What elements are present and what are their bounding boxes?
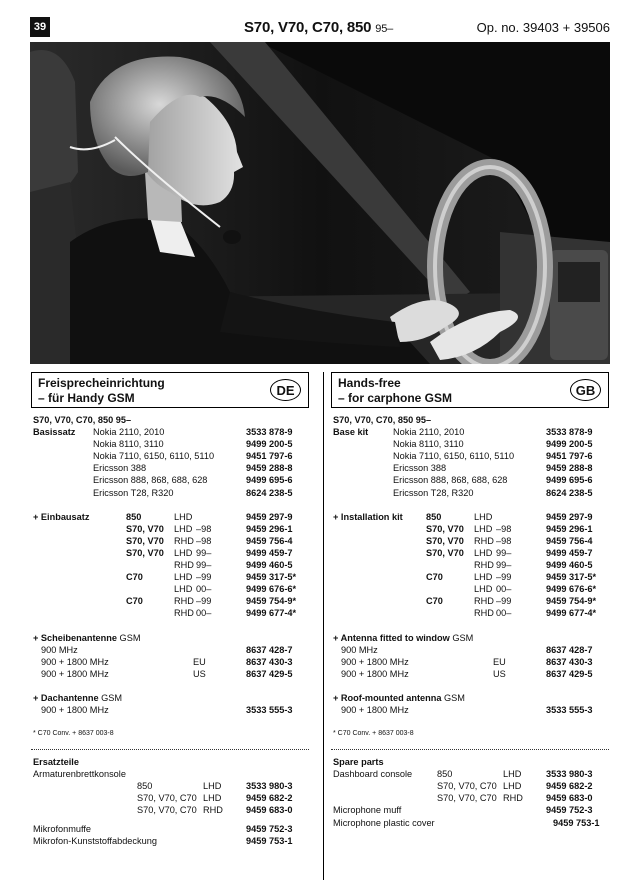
base-kit-row: Ericsson T28, R320 8624 238-5	[393, 487, 593, 498]
mic-muff-row: Microphone muff 9459 752-3	[333, 805, 593, 816]
install-kit-row: LHD 00– 9499 676-6*	[174, 584, 297, 595]
install-kit-row: + Installation kit 850 LHD 9459 297-9	[333, 511, 593, 522]
model-list: S70, V70, C70, 850	[244, 19, 372, 36]
roof-antenna-row: 900 + 1800 MHz 3533 555-3	[341, 704, 593, 715]
base-kit-row: Nokia 8110, 3110 9499 200-5	[93, 439, 293, 450]
model-heading	[244, 19, 393, 36]
language-badge: DE	[270, 379, 301, 401]
install-kit-row: S70, V70 LHD 99– 9499 459-7	[426, 547, 593, 558]
footnote: * C70 Conv. + 8637 003-8	[333, 730, 414, 738]
model-range: S70, V70, C70, 850 95–	[333, 415, 432, 425]
install-kit-row: + Einbausatz 850 LHD 9459 297-9	[33, 511, 293, 522]
language-badge: GB	[570, 379, 601, 401]
install-kit-row: C70 RHD –99 9459 754-9*	[126, 596, 297, 607]
install-kit-row: S70, V70 LHD –98 9459 296-1	[126, 523, 293, 534]
base-kit-row: Ericsson 888, 868, 688, 628 9499 695-6	[393, 475, 593, 486]
install-kit-row: C70 LHD –99 9459 317-5*	[126, 572, 297, 583]
base-kit-label: Base kit	[333, 427, 369, 438]
base-kit-label: Basissatz	[33, 427, 76, 438]
divider	[31, 749, 309, 750]
title-line1: Hands-free	[338, 376, 401, 390]
title-box-de	[31, 372, 309, 408]
window-antenna-row: 900 + 1800 MHz EU 8637 430-3	[341, 656, 593, 667]
window-antenna-row: 900 + 1800 MHz US 8637 429-5	[41, 668, 293, 679]
install-kit-row: S70, V70 RHD –98 9459 756-4	[426, 535, 593, 546]
title-line2: – for carphone GSM	[338, 391, 453, 405]
mic-cover-row: Microphone plastic cover 9459 753-1	[333, 817, 600, 828]
roof-antenna-row: 900 + 1800 MHz 3533 555-3	[41, 704, 293, 715]
title-line2: – für Handy GSM	[38, 391, 135, 405]
base-kit-row: Ericsson 888, 868, 688, 628 9499 695-6	[93, 475, 293, 486]
install-kit-row: S70, V70 LHD –98 9459 296-1	[426, 523, 593, 534]
spare-parts-heading: Spare parts	[333, 757, 384, 768]
base-kit-row: Base kit Nokia 2110, 2010 3533 878-9	[333, 427, 593, 438]
page-number: 39	[30, 17, 50, 37]
install-kit-row: RHD 00– 9499 677-4*	[474, 608, 597, 619]
window-antenna-heading: + Scheibenantenne GSM	[33, 632, 141, 643]
dash-console-label: Armaturenbrettkonsole	[33, 769, 126, 780]
install-kit-row: RHD 99– 9499 460-5	[474, 560, 593, 571]
install-kit-label: + Einbausatz	[33, 511, 90, 522]
install-kit-row: S70, V70 LHD 99– 9499 459-7	[126, 547, 293, 558]
install-kit-row: LHD 00– 9499 676-6*	[474, 584, 597, 595]
footnote: * C70 Conv. + 8637 003-8	[33, 730, 114, 738]
window-antenna-heading: + Antenna fitted to window GSM	[333, 632, 474, 643]
install-kit-label: + Installation kit	[333, 511, 403, 522]
dash-console-row: S70, V70, C70 RHD 9459 683-0	[437, 793, 593, 804]
install-kit-row: RHD 00– 9499 677-4*	[174, 608, 297, 619]
base-kit-row: Nokia 7110, 6150, 6110, 5110 9451 797-6	[393, 451, 593, 462]
window-antenna-row: 900 + 1800 MHz US 8637 429-5	[341, 668, 593, 679]
model-year: 95–	[375, 23, 394, 35]
dash-console-row: 850 LHD 3533 980-3	[137, 781, 293, 792]
dash-console-row: Dashboard console 850 LHD 3533 980-3	[333, 769, 593, 780]
roof-antenna-heading: + Dachantenne GSM	[33, 692, 123, 703]
column-de	[31, 372, 309, 847]
roof-antenna-heading: + Roof-mounted antenna GSM	[333, 692, 465, 703]
model-range: S70, V70, C70, 850 95–	[33, 415, 132, 425]
base-kit-row: Nokia 7110, 6150, 6110, 5110 9451 797-6	[93, 451, 293, 462]
install-kit-row: RHD 99– 9499 460-5	[174, 560, 293, 571]
title-box-gb	[331, 372, 609, 408]
dash-console-row: S70, V70, C70 LHD 9459 682-2	[437, 781, 593, 792]
base-kit-row: Ericsson 388 9459 288-8	[393, 463, 593, 474]
column-divider	[323, 372, 324, 880]
mic-cover-row: Mikrofon-Kunststoffabdeckung 9459 753-1	[33, 835, 293, 846]
divider	[331, 749, 609, 750]
install-kit-row: C70 RHD –99 9459 754-9*	[426, 596, 597, 607]
install-kit-row: S70, V70 RHD –98 9459 756-4	[126, 535, 293, 546]
base-kit-row: Ericsson T28, R320 8624 238-5	[93, 487, 293, 498]
page-header	[30, 17, 610, 39]
dash-console-row: S70, V70, C70 LHD 9459 682-2	[137, 793, 293, 804]
base-kit-row: Ericsson 388 9459 288-8	[93, 463, 293, 474]
spare-parts-heading: Ersatzteile	[33, 757, 79, 768]
base-kit-row: Nokia 8110, 3110 9499 200-5	[393, 439, 593, 450]
window-antenna-row: 900 + 1800 MHz EU 8637 430-3	[41, 656, 293, 667]
base-kit-row: Basissatz Nokia 2110, 2010 3533 878-9	[33, 427, 293, 438]
title-line1: Freisprecheinrichtung	[38, 376, 165, 390]
window-antenna-row: 900 MHz 8637 428-7	[341, 644, 593, 655]
column-gb	[331, 372, 609, 829]
operation-number: Op. no. 39403 + 39506	[476, 20, 610, 35]
dash-console-row: S70, V70, C70 RHD 9459 683-0	[137, 805, 293, 816]
photo-woman-driving-with-headset	[30, 42, 610, 364]
window-antenna-row: 900 MHz 8637 428-7	[41, 644, 293, 655]
install-kit-row: C70 LHD –99 9459 317-5*	[426, 572, 597, 583]
mic-muff-row: Mikrofonmuffe 9459 752-3	[33, 823, 293, 834]
